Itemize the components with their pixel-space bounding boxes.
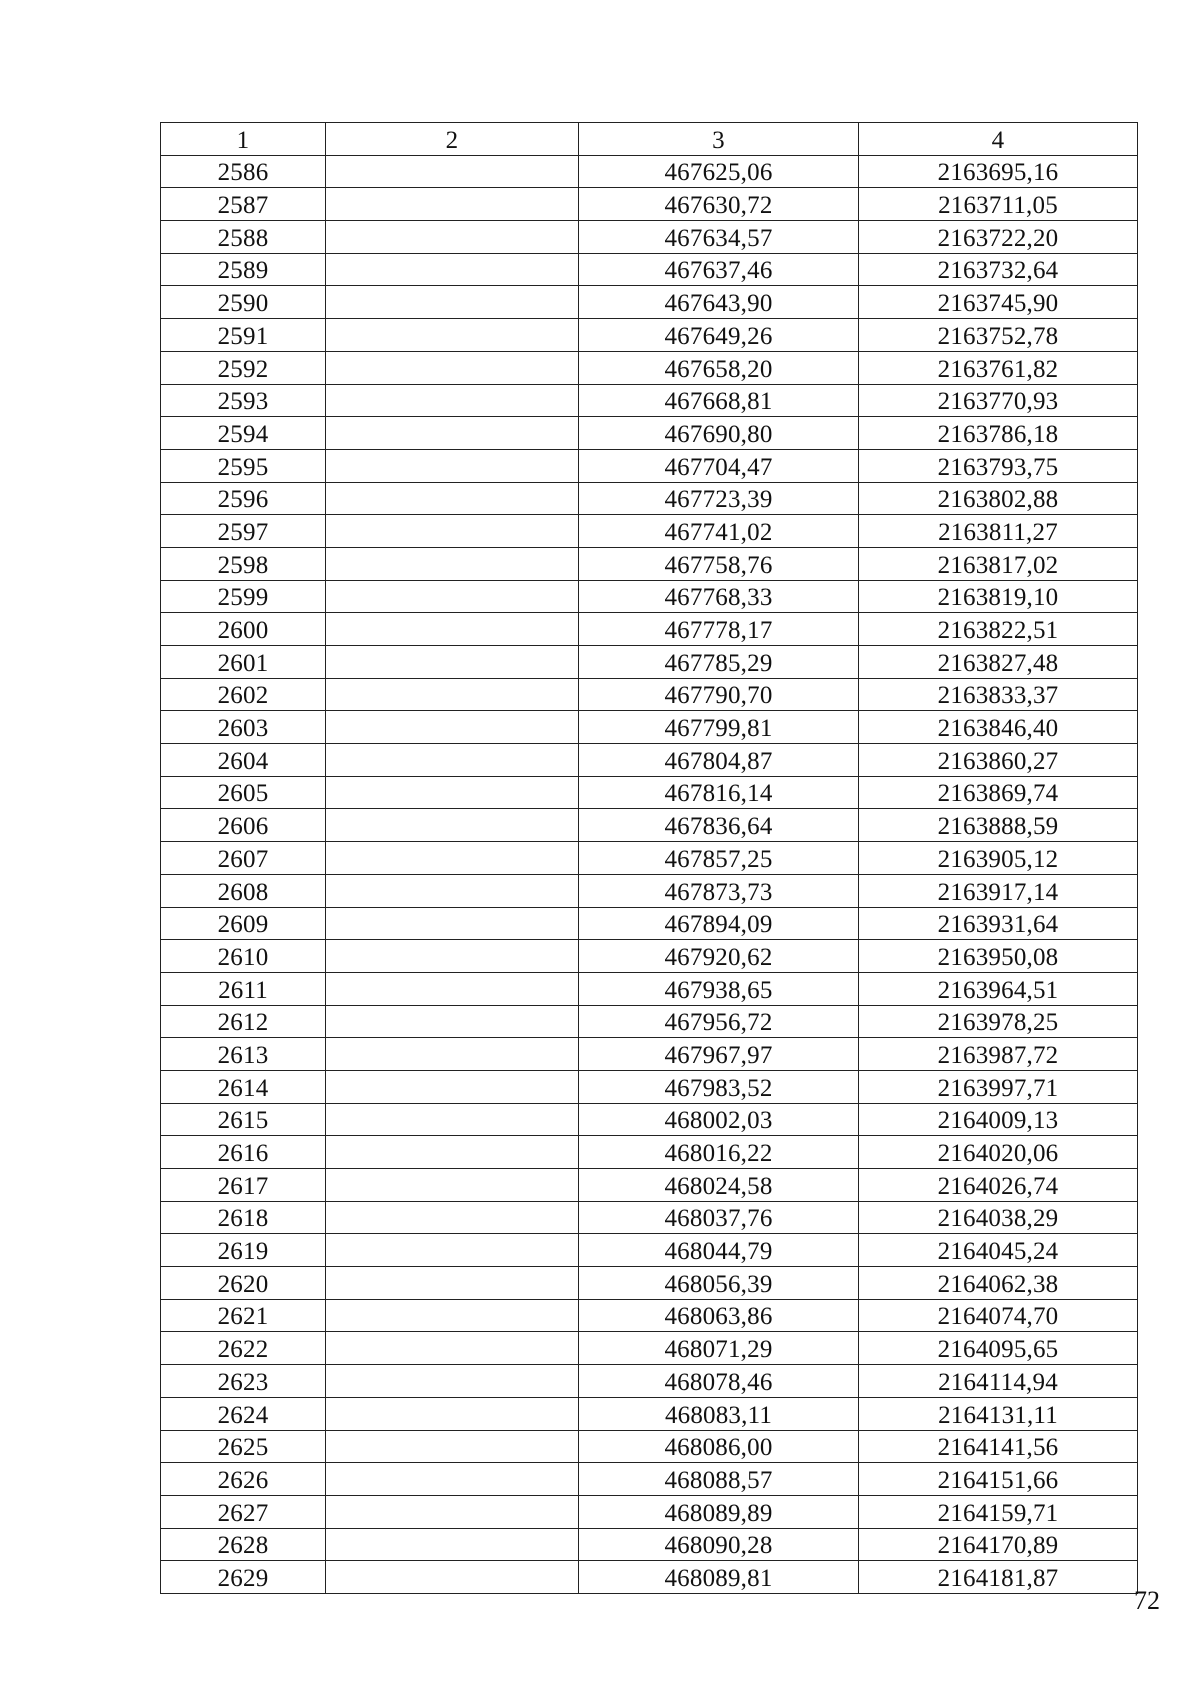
table-cell-col-3: 467768,33 (579, 580, 859, 613)
table-cell-col-2 (326, 155, 579, 188)
table-cell-col-2 (326, 613, 579, 646)
table-cell-col-3: 467894,09 (579, 907, 859, 940)
table-cell-col-2 (326, 1234, 579, 1267)
table-cell-col-2 (326, 1397, 579, 1430)
table-row (161, 1430, 1138, 1463)
table-cell-col-1: 2601 (161, 646, 326, 679)
table-cell-col-3: 467634,57 (579, 221, 859, 254)
table-cell-col-3: 468078,46 (579, 1365, 859, 1398)
table-cell-col-3: 467799,81 (579, 711, 859, 744)
table-cell-col-2 (326, 1528, 579, 1561)
table-cell-col-4: 2163987,72 (859, 1038, 1138, 1071)
table-cell-col-1: 2589 (161, 253, 326, 286)
table-cell-col-3: 467723,39 (579, 482, 859, 515)
table-row (161, 351, 1138, 384)
table-row (161, 744, 1138, 777)
table-row (161, 1169, 1138, 1202)
table-cell-col-2 (326, 1070, 579, 1103)
table-row (161, 678, 1138, 711)
table-cell-col-4: 2163745,90 (859, 286, 1138, 319)
table-cell-col-4: 2163964,51 (859, 972, 1138, 1005)
table-row (161, 1267, 1138, 1300)
table-cell-col-4: 2164181,87 (859, 1561, 1138, 1594)
table-cell-col-4: 2163761,82 (859, 351, 1138, 384)
table-cell-col-1: 2615 (161, 1103, 326, 1136)
table-cell-col-4: 2164131,11 (859, 1397, 1138, 1430)
table-cell-col-4: 2164170,89 (859, 1528, 1138, 1561)
table-row (161, 1299, 1138, 1332)
table-cell-col-4: 2163931,64 (859, 907, 1138, 940)
table-row (161, 646, 1138, 679)
table-cell-col-1: 2624 (161, 1397, 326, 1430)
table-row (161, 1201, 1138, 1234)
table-cell-col-2 (326, 1136, 579, 1169)
table-cell-col-2 (326, 580, 579, 613)
table-row (161, 253, 1138, 286)
table-cell-col-1: 2610 (161, 940, 326, 973)
table-cell-col-2 (326, 1169, 579, 1202)
table-cell-col-4: 2164020,06 (859, 1136, 1138, 1169)
table-cell-col-1: 2605 (161, 776, 326, 809)
table-cell-col-3: 468089,89 (579, 1495, 859, 1528)
coordinates-table (160, 122, 1138, 1594)
table-cell-col-4: 2163917,14 (859, 874, 1138, 907)
table-cell-col-3: 467668,81 (579, 384, 859, 417)
table-cell-col-1: 2625 (161, 1430, 326, 1463)
table-cell-col-3: 467637,46 (579, 253, 859, 286)
table-cell-col-1: 2598 (161, 547, 326, 580)
table-cell-col-1: 2628 (161, 1528, 326, 1561)
table-cell-col-1: 2617 (161, 1169, 326, 1202)
table-cell-col-2 (326, 711, 579, 744)
table-cell-col-3: 468089,81 (579, 1561, 859, 1594)
table-cell-col-4: 2163793,75 (859, 449, 1138, 482)
table-row (161, 547, 1138, 580)
table-cell-col-3: 468086,00 (579, 1430, 859, 1463)
table-cell-col-4: 2164159,71 (859, 1495, 1138, 1528)
table-cell-col-2 (326, 515, 579, 548)
table-cell-col-1: 2621 (161, 1299, 326, 1332)
table-cell-col-3: 467643,90 (579, 286, 859, 319)
table-cell-col-1: 2611 (161, 972, 326, 1005)
table-row (161, 221, 1138, 254)
table-cell-col-3: 468088,57 (579, 1463, 859, 1496)
table-cell-col-3: 467836,64 (579, 809, 859, 842)
table-cell-col-4: 2164074,70 (859, 1299, 1138, 1332)
table-row (161, 319, 1138, 352)
table-row (161, 482, 1138, 515)
table-cell-col-4: 2163752,78 (859, 319, 1138, 352)
table-cell-col-2 (326, 907, 579, 940)
table-cell-col-2 (326, 221, 579, 254)
table-cell-col-2 (326, 1365, 579, 1398)
table-cell-col-1: 2594 (161, 417, 326, 450)
table-row (161, 1136, 1138, 1169)
table-cell-col-2 (326, 1463, 579, 1496)
table-cell-col-1: 2586 (161, 155, 326, 188)
table-cell-col-1: 2614 (161, 1070, 326, 1103)
table-cell-col-3: 468002,03 (579, 1103, 859, 1136)
table-cell-col-2 (326, 1495, 579, 1528)
table-cell-col-1: 2588 (161, 221, 326, 254)
table-cell-col-4: 2164114,94 (859, 1365, 1138, 1398)
table-cell-col-2 (326, 1201, 579, 1234)
table-cell-col-2 (326, 188, 579, 221)
table-cell-col-3: 468037,76 (579, 1201, 859, 1234)
column-header-4: 4 (859, 123, 1138, 156)
table-cell-col-4: 2163817,02 (859, 547, 1138, 580)
table-row (161, 286, 1138, 319)
table-cell-col-3: 467649,26 (579, 319, 859, 352)
table-cell-col-4: 2163802,88 (859, 482, 1138, 515)
table-row (161, 776, 1138, 809)
table-cell-col-3: 467938,65 (579, 972, 859, 1005)
table-cell-col-2 (326, 449, 579, 482)
table-cell-col-3: 467778,17 (579, 613, 859, 646)
table-cell-col-4: 2163978,25 (859, 1005, 1138, 1038)
column-header-2: 2 (326, 123, 579, 156)
table-cell-col-4: 2163770,93 (859, 384, 1138, 417)
table-cell-col-4: 2163833,37 (859, 678, 1138, 711)
table-cell-col-1: 2602 (161, 678, 326, 711)
table-cell-col-2 (326, 384, 579, 417)
table-cell-col-4: 2163905,12 (859, 842, 1138, 875)
table-cell-col-2 (326, 1430, 579, 1463)
table-row (161, 417, 1138, 450)
table-row (161, 1365, 1138, 1398)
table-cell-col-1: 2600 (161, 613, 326, 646)
table-cell-col-3: 467956,72 (579, 1005, 859, 1038)
table-row (161, 907, 1138, 940)
table-row (161, 1234, 1138, 1267)
table-header (161, 123, 1138, 156)
table-cell-col-1: 2608 (161, 874, 326, 907)
table-cell-col-4: 2164009,13 (859, 1103, 1138, 1136)
table-cell-col-4: 2163860,27 (859, 744, 1138, 777)
table-cell-col-2 (326, 286, 579, 319)
table-cell-col-1: 2626 (161, 1463, 326, 1496)
table-cell-col-3: 467758,76 (579, 547, 859, 580)
table-cell-col-3: 467804,87 (579, 744, 859, 777)
table-cell-col-4: 2164038,29 (859, 1201, 1138, 1234)
table-cell-col-1: 2591 (161, 319, 326, 352)
table-cell-col-4: 2164062,38 (859, 1267, 1138, 1300)
table-row (161, 1103, 1138, 1136)
table-cell-col-2 (326, 1561, 579, 1594)
table-cell-col-2 (326, 482, 579, 515)
table-cell-col-4: 2164045,24 (859, 1234, 1138, 1267)
table-row (161, 515, 1138, 548)
table-cell-col-3: 467816,14 (579, 776, 859, 809)
table-row (161, 1070, 1138, 1103)
table-cell-col-4: 2163722,20 (859, 221, 1138, 254)
column-header-1: 1 (161, 123, 326, 156)
table-row (161, 1005, 1138, 1038)
table-cell-col-1: 2593 (161, 384, 326, 417)
table-cell-col-1: 2627 (161, 1495, 326, 1528)
table-cell-col-4: 2163711,05 (859, 188, 1138, 221)
table-cell-col-1: 2599 (161, 580, 326, 613)
table-cell-col-2 (326, 351, 579, 384)
table-cell-col-2 (326, 744, 579, 777)
table-cell-col-2 (326, 319, 579, 352)
table-cell-col-3: 467873,73 (579, 874, 859, 907)
table-row (161, 972, 1138, 1005)
table-cell-col-1: 2613 (161, 1038, 326, 1071)
table-cell-col-2 (326, 1005, 579, 1038)
table-cell-col-4: 2163827,48 (859, 646, 1138, 679)
table-cell-col-1: 2612 (161, 1005, 326, 1038)
table-cell-col-1: 2592 (161, 351, 326, 384)
table-row (161, 1528, 1138, 1561)
table-cell-col-3: 467920,62 (579, 940, 859, 973)
table-row (161, 842, 1138, 875)
table-cell-col-1: 2590 (161, 286, 326, 319)
table-row (161, 1038, 1138, 1071)
table-cell-col-1: 2596 (161, 482, 326, 515)
table-cell-col-2 (326, 1299, 579, 1332)
table-cell-col-3: 468090,28 (579, 1528, 859, 1561)
table-cell-col-3: 467704,47 (579, 449, 859, 482)
table-cell-col-3: 467967,97 (579, 1038, 859, 1071)
table-body (161, 155, 1138, 1593)
table-cell-col-4: 2163822,51 (859, 613, 1138, 646)
table-row (161, 711, 1138, 744)
table-cell-col-3: 468083,11 (579, 1397, 859, 1430)
table-row (161, 580, 1138, 613)
table-cell-col-3: 467857,25 (579, 842, 859, 875)
table-cell-col-4: 2164151,66 (859, 1463, 1138, 1496)
table-cell-col-3: 467790,70 (579, 678, 859, 711)
table-cell-col-1: 2616 (161, 1136, 326, 1169)
table-cell-col-3: 467625,06 (579, 155, 859, 188)
table-cell-col-1: 2597 (161, 515, 326, 548)
table-cell-col-4: 2163846,40 (859, 711, 1138, 744)
table-cell-col-4: 2163811,27 (859, 515, 1138, 548)
table-cell-col-3: 467658,20 (579, 351, 859, 384)
table-cell-col-3: 467741,02 (579, 515, 859, 548)
table-cell-col-2 (326, 547, 579, 580)
table-cell-col-2 (326, 972, 579, 1005)
table-cell-col-3: 467630,72 (579, 188, 859, 221)
header-row (161, 123, 1138, 156)
table-cell-col-2 (326, 1038, 579, 1071)
table-cell-col-2 (326, 1332, 579, 1365)
table-cell-col-1: 2609 (161, 907, 326, 940)
table-cell-col-3: 467785,29 (579, 646, 859, 679)
table-cell-col-2 (326, 417, 579, 450)
table-cell-col-3: 468016,22 (579, 1136, 859, 1169)
table-cell-col-1: 2618 (161, 1201, 326, 1234)
table-cell-col-1: 2604 (161, 744, 326, 777)
table-cell-col-2 (326, 842, 579, 875)
table-cell-col-1: 2619 (161, 1234, 326, 1267)
table-cell-col-3: 467690,80 (579, 417, 859, 450)
table-cell-col-3: 468056,39 (579, 1267, 859, 1300)
table-row (161, 1495, 1138, 1528)
table-row (161, 809, 1138, 842)
table-cell-col-2 (326, 1267, 579, 1300)
table-cell-col-2 (326, 874, 579, 907)
table-row (161, 188, 1138, 221)
table-cell-col-4: 2163888,59 (859, 809, 1138, 842)
table-cell-col-2 (326, 940, 579, 973)
table-cell-col-1: 2607 (161, 842, 326, 875)
column-header-3: 3 (579, 123, 859, 156)
table-cell-col-3: 468071,29 (579, 1332, 859, 1365)
table-row (161, 1561, 1138, 1594)
table-row (161, 940, 1138, 973)
table-cell-col-1: 2603 (161, 711, 326, 744)
table-row (161, 874, 1138, 907)
table-row (161, 613, 1138, 646)
table-cell-col-4: 2164026,74 (859, 1169, 1138, 1202)
table-cell-col-1: 2622 (161, 1332, 326, 1365)
table-cell-col-3: 468063,86 (579, 1299, 859, 1332)
table-cell-col-4: 2163732,64 (859, 253, 1138, 286)
table-cell-col-4: 2164141,56 (859, 1430, 1138, 1463)
table-cell-col-1: 2606 (161, 809, 326, 842)
table-cell-col-3: 468024,58 (579, 1169, 859, 1202)
table-cell-col-4: 2163819,10 (859, 580, 1138, 613)
table-cell-col-4: 2163869,74 (859, 776, 1138, 809)
table-cell-col-4: 2163786,18 (859, 417, 1138, 450)
table-row (161, 449, 1138, 482)
table-cell-col-3: 467983,52 (579, 1070, 859, 1103)
table-cell-col-1: 2620 (161, 1267, 326, 1300)
table-cell-col-4: 2163997,71 (859, 1070, 1138, 1103)
table-cell-col-1: 2629 (161, 1561, 326, 1594)
table-row (161, 1397, 1138, 1430)
table-row (161, 1332, 1138, 1365)
table-cell-col-1: 2587 (161, 188, 326, 221)
table-cell-col-3: 468044,79 (579, 1234, 859, 1267)
table-row (161, 155, 1138, 188)
table-cell-col-2 (326, 646, 579, 679)
table-cell-col-4: 2164095,65 (859, 1332, 1138, 1365)
table-row (161, 384, 1138, 417)
table-cell-col-1: 2623 (161, 1365, 326, 1398)
table-cell-col-4: 2163695,16 (859, 155, 1138, 188)
table-cell-col-2 (326, 776, 579, 809)
table-cell-col-4: 2163950,08 (859, 940, 1138, 973)
table-cell-col-2 (326, 809, 579, 842)
table-cell-col-2 (326, 678, 579, 711)
table-row (161, 1463, 1138, 1496)
page-number: 72 (1134, 1586, 1160, 1615)
table-cell-col-2 (326, 253, 579, 286)
table-cell-col-1: 2595 (161, 449, 326, 482)
table-cell-col-2 (326, 1103, 579, 1136)
